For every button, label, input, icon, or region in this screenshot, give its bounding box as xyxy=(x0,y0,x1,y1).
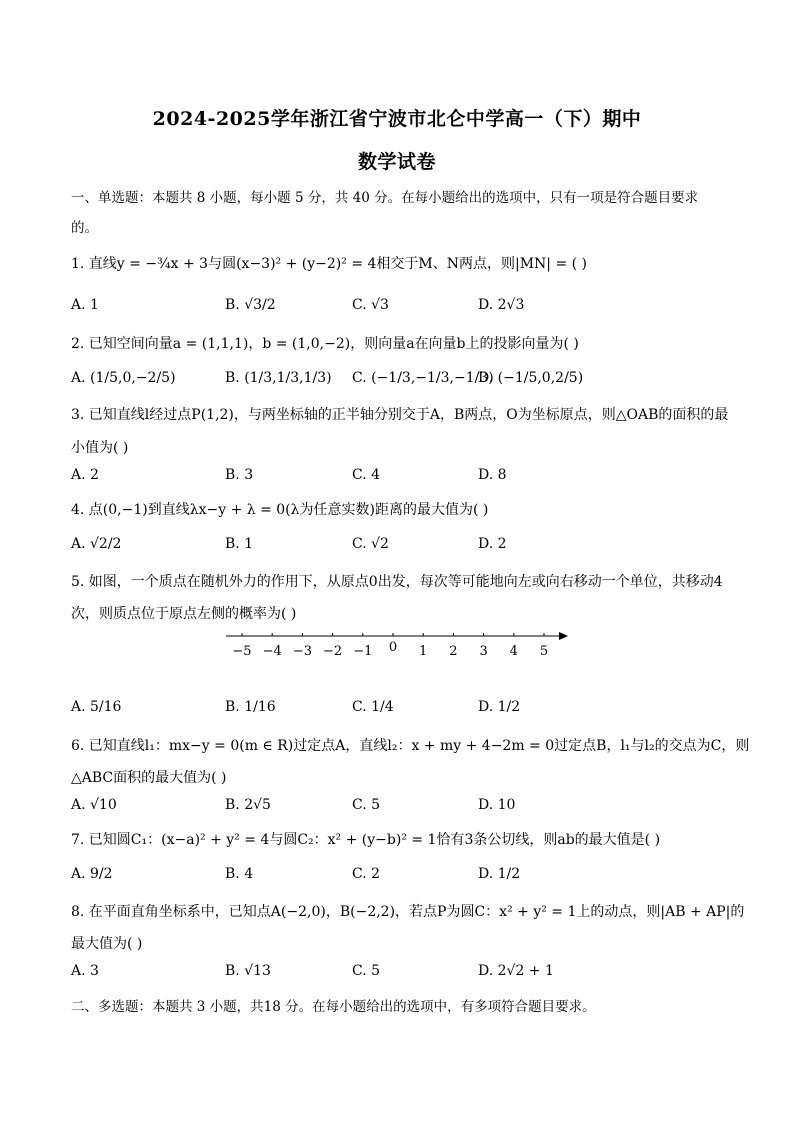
number-line-arrow-icon xyxy=(559,632,568,640)
question-5-option-a: A. 5/16 xyxy=(71,699,122,715)
question-1-option-a: A. 1 xyxy=(71,297,99,313)
question-7-option-b: B. 4 xyxy=(225,866,254,882)
question-6-option-b: B. 2√5 xyxy=(225,797,271,813)
question-8-option-b: B. √13 xyxy=(225,963,271,979)
question-1-option-b: B. √3/2 xyxy=(225,297,276,313)
number-line-tick-label: 1 xyxy=(419,644,428,659)
number-line-tick-label: 5 xyxy=(539,644,549,659)
exam-subtitle: 数学试卷 xyxy=(357,151,436,173)
question-5-stem-line2: 次，则质点位于原点左侧的概率为( ) xyxy=(71,606,297,622)
question-3-stem-line2: 小值为( ) xyxy=(71,440,129,456)
question-4-option-a: A. √2/2 xyxy=(71,536,122,552)
number-line-tick-label: −3 xyxy=(292,644,312,659)
question-7-option-c: C. 2 xyxy=(352,866,381,882)
section1-heading-line2: 的。 xyxy=(71,220,98,236)
question-3-option-b: B. 3 xyxy=(225,467,254,483)
question-8-option-c: C. 5 xyxy=(352,963,381,979)
number-line-tick-label: −1 xyxy=(353,644,373,659)
question-3-option-c: C. 4 xyxy=(352,467,381,483)
question-5-option-b: B. 1/16 xyxy=(225,699,276,715)
question-2-option-c: C. (−1/3,−1/3,−1/3) xyxy=(352,370,494,386)
number-line-tick-label: 0 xyxy=(388,640,398,655)
number-line-figure xyxy=(226,626,576,666)
question-4-option-d: D. 2 xyxy=(478,536,507,552)
number-line-tick-label: 4 xyxy=(509,644,518,659)
question-6-option-c: C. 5 xyxy=(352,797,381,813)
exam-title: 2024-2025学年浙江省宁波市北仑中学高一（下）期中 xyxy=(152,108,642,130)
question-3-option-d: D. 8 xyxy=(478,467,507,483)
question-5-stem-line1: 5. 如图，一个质点在随机外力的作用下，从原点0出发，每次等可能地向左或向右移动一个单位，共移动4 xyxy=(71,574,723,590)
question-5-option-d: D. 1/2 xyxy=(478,699,521,715)
question-7-option-a: A. 9/2 xyxy=(71,866,113,882)
question-1-option-c: C. √3 xyxy=(352,297,389,313)
question-6-stem-line1: 6. 已知直线l₁：mx−y = 0(m ∈ R)过定点A，直线l₂：x + my + 4−2m = 0过定点B，l₁与l₂的交点为C，则 xyxy=(71,738,750,754)
question-2-option-d: D. (−1/5,0,2/5) xyxy=(478,370,584,386)
section2-heading: 二、多选题：本题共 3 小题，共18 分。在每小题给出的选项中，有多项符合题目要求。 xyxy=(71,999,596,1015)
question-6-option-a: A. √10 xyxy=(71,797,117,813)
question-2-option-b: B. (1/3,1/3,1/3) xyxy=(225,370,332,386)
question-3-option-a: A. 2 xyxy=(71,467,99,483)
number-line-tick-label: 2 xyxy=(449,644,458,659)
question-8-option-a: A. 3 xyxy=(71,963,99,979)
number-line-tick-label: −4 xyxy=(262,644,282,659)
section1-heading-line1: 一、单选题：本题共 8 小题，每小题 5 分，共 40 分。在每小题给出的选项中，只有一项是符合题目要求 xyxy=(71,190,699,206)
question-3-stem-line1: 3. 已知直线l经过点P(1,2)，与两坐标轴的正半轴分别交于A，B两点，O为坐标原点，则△OAB的面积的最 xyxy=(71,407,729,423)
question-4-option-b: B. 1 xyxy=(225,536,254,552)
question-5-option-c: C. 1/4 xyxy=(352,699,394,715)
question-6-option-d: D. 10 xyxy=(478,797,516,813)
question-8-stem-line1: 8. 在平面直角坐标系中，已知点A(−2,0)，B(−2,2)，若点P为圆C：x² + y² = 1上的动点，则|AB + AP|的 xyxy=(71,904,745,920)
question-7-option-d: D. 1/2 xyxy=(478,866,521,882)
question-1-option-d: D. 2√3 xyxy=(478,297,525,313)
number-line-tick-label: −5 xyxy=(232,644,252,659)
number-line-ticks xyxy=(232,633,548,659)
question-8-stem-line2: 最大值为( ) xyxy=(71,936,143,952)
question-1-stem: 1. 直线y = −¾x + 3与圆(x−3)² + (y−2)² = 4相交于M、N两点，则|MN| = ( ) xyxy=(71,256,588,272)
question-7-stem: 7. 已知圆C₁：(x−a)² + y² = 4与圆C₂：x² + (y−b)² = 1恰有3条公切线，则ab的最大值是( ) xyxy=(71,832,661,848)
question-2-stem: 2. 已知空间向量a = (1,1,1)，b = (1,0,−2)，则向量a在向量b上的投影向量为( ) xyxy=(71,336,579,352)
question-6-stem-line2: △ABC面积的最大值为( ) xyxy=(71,770,227,786)
question-4-stem: 4. 点(0,−1)到直线λx−y + λ = 0(λ为任意实数)距离的最大值为( ) xyxy=(71,502,489,518)
number-line-tick-label: −2 xyxy=(323,644,343,659)
question-4-option-c: C. √2 xyxy=(352,536,389,552)
number-line-tick-label: 3 xyxy=(479,644,488,659)
question-8-option-d: D. 2√2 + 1 xyxy=(478,963,554,979)
question-2-option-a: A. (1/5,0,−2/5) xyxy=(71,370,176,386)
